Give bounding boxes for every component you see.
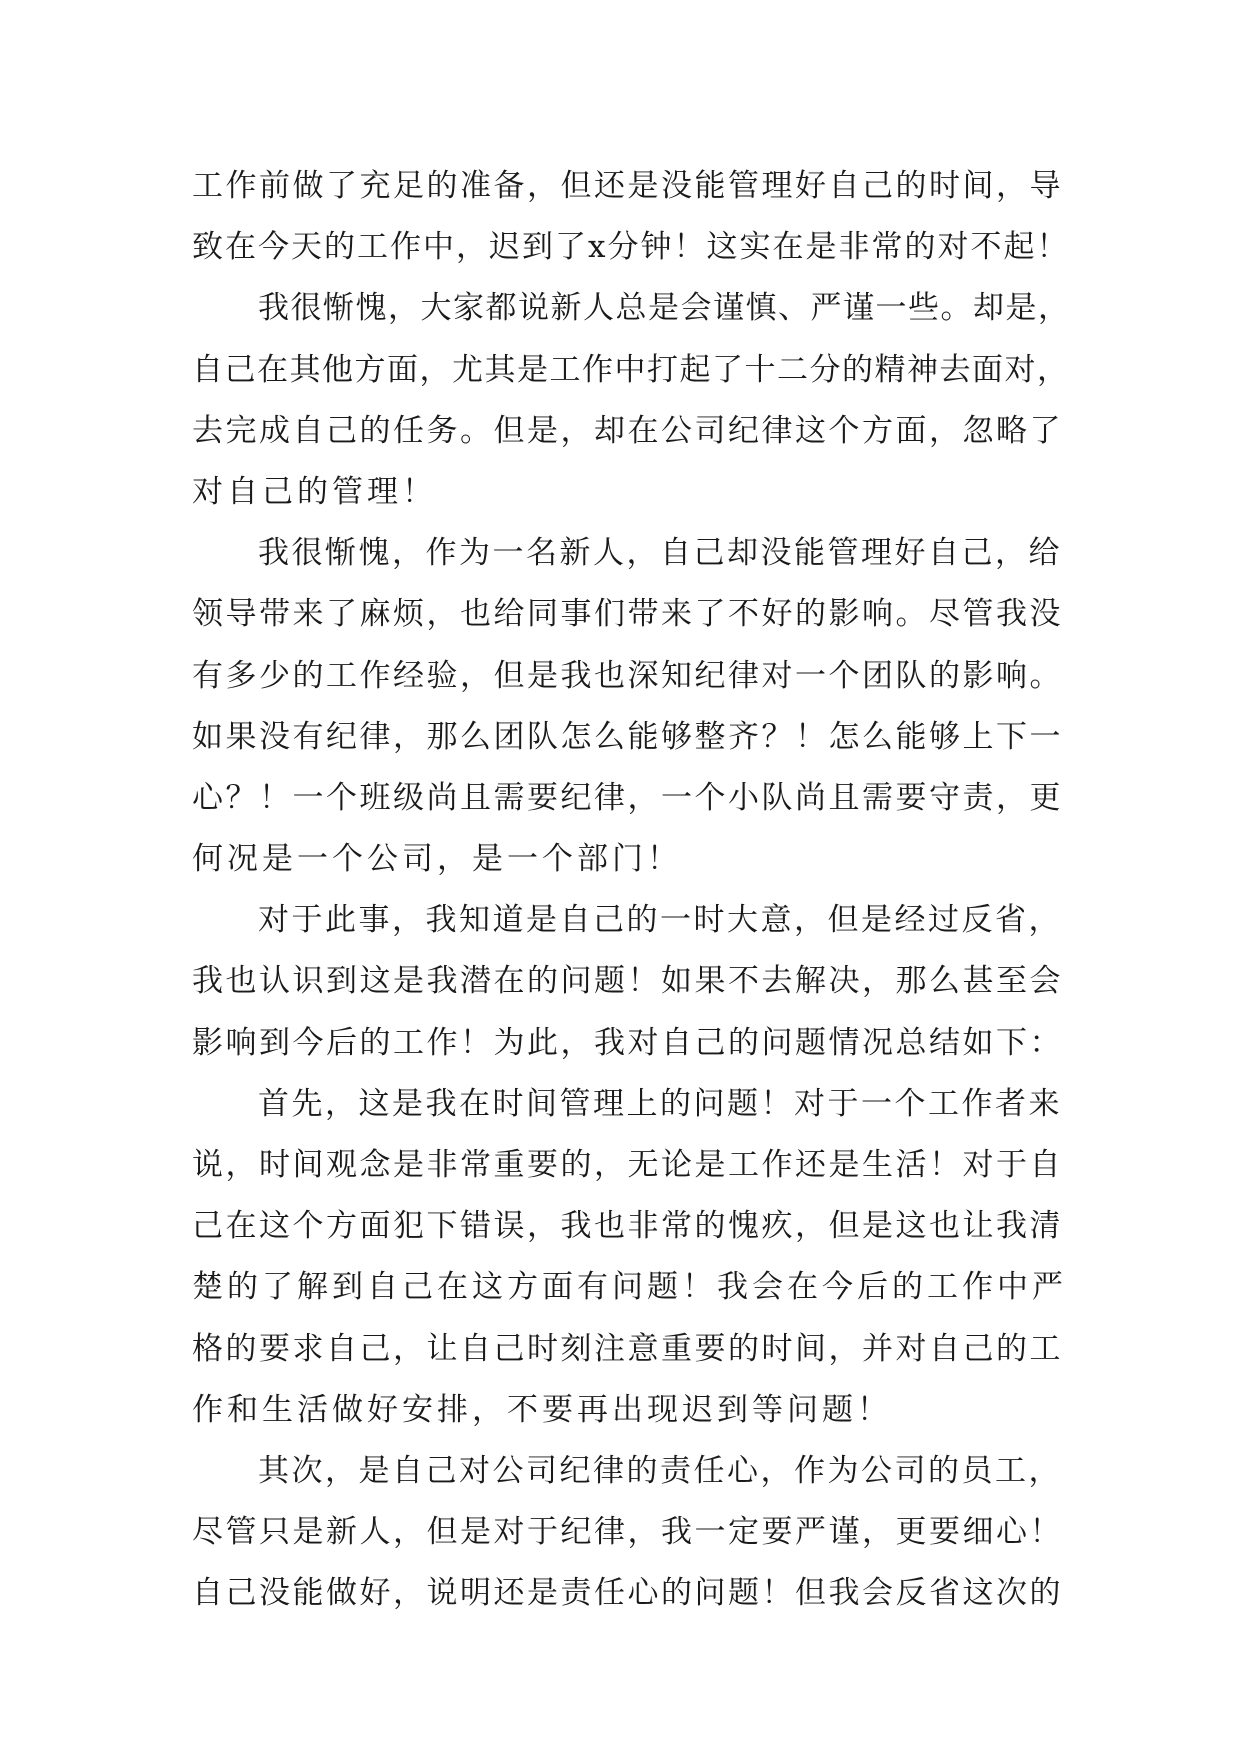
text-line: 其次，是自己对公司纪律的责任心，作为公司的员工， <box>258 1452 1062 1489</box>
text-line: 致在今天的工作中，迟到了x分钟！这实在是非常的对不起！ <box>192 229 1070 266</box>
text-line: 己在这个方面犯下错误，我也非常的愧疚，但是这也让我清 <box>192 1208 1063 1245</box>
text-line: 我很惭愧，大家都说新人总是会谨慎、严谨一些。却是， <box>258 290 1071 327</box>
text-line: 尽管只是新人，但是对于纪律，我一定要严谨，更要细心！ <box>192 1514 1063 1551</box>
document-body <box>192 156 1072 1625</box>
text-line: 去完成自己的任务。但是，却在公司纪律这个方面，忽略了 <box>192 412 1063 449</box>
text-line: 有多少的工作经验，但是我也深知纪律对一个团队的影响。 <box>192 657 1063 694</box>
text-line: 自己在其他方面，尤其是工作中打起了十二分的精神去面对， <box>192 351 1070 388</box>
text-line: 何况是一个公司，是一个部门！ <box>192 841 682 878</box>
text-line: 领导带来了麻烦，也给同事们带来了不好的影响。尽管我没 <box>192 596 1063 633</box>
text-line: 对自己的管理！ <box>192 473 437 510</box>
text-line: 如果没有纪律，那么团队怎么能够整齐？！怎么能够上下一 <box>192 718 1063 755</box>
text-line: 楚的了解到自己在这方面有问题！我会在今后的工作中严 <box>192 1269 1067 1306</box>
text-line: 格的要求自己，让自己时刻注意重要的时间，并对自己的工 <box>192 1330 1063 1367</box>
text-line: 影响到今后的工作！为此，我对自己的问题情况总结如下： <box>192 1024 1063 1061</box>
text-line: 说，时间观念是非常重要的，无论是工作还是生活！对于自 <box>192 1147 1063 1183</box>
text-line: 对于此事，我知道是自己的一时大意，但是经过反省， <box>258 902 1062 939</box>
text-line: 心？！一个班级尚且需要纪律，一个小队尚且需要守责，更 <box>192 779 1063 816</box>
text-line: 自己没能做好，说明还是责任心的问题！但我会反省这次的 <box>192 1575 1063 1612</box>
text-line: 我很惭愧，作为一名新人，自己却没能管理好自己，给 <box>258 535 1062 572</box>
text-line: 工作前做了充足的准备，但还是没能管理好自己的时间，导 <box>192 168 1063 204</box>
text-line: 首先，这是我在时间管理上的问题！对于一个工作者来 <box>258 1085 1062 1122</box>
text-line: 我也认识到这是我潜在的问题！如果不去解决，那么甚至会 <box>192 963 1063 1000</box>
text-line: 作和生活做好安排，不要再出现迟到等问题！ <box>192 1391 892 1428</box>
